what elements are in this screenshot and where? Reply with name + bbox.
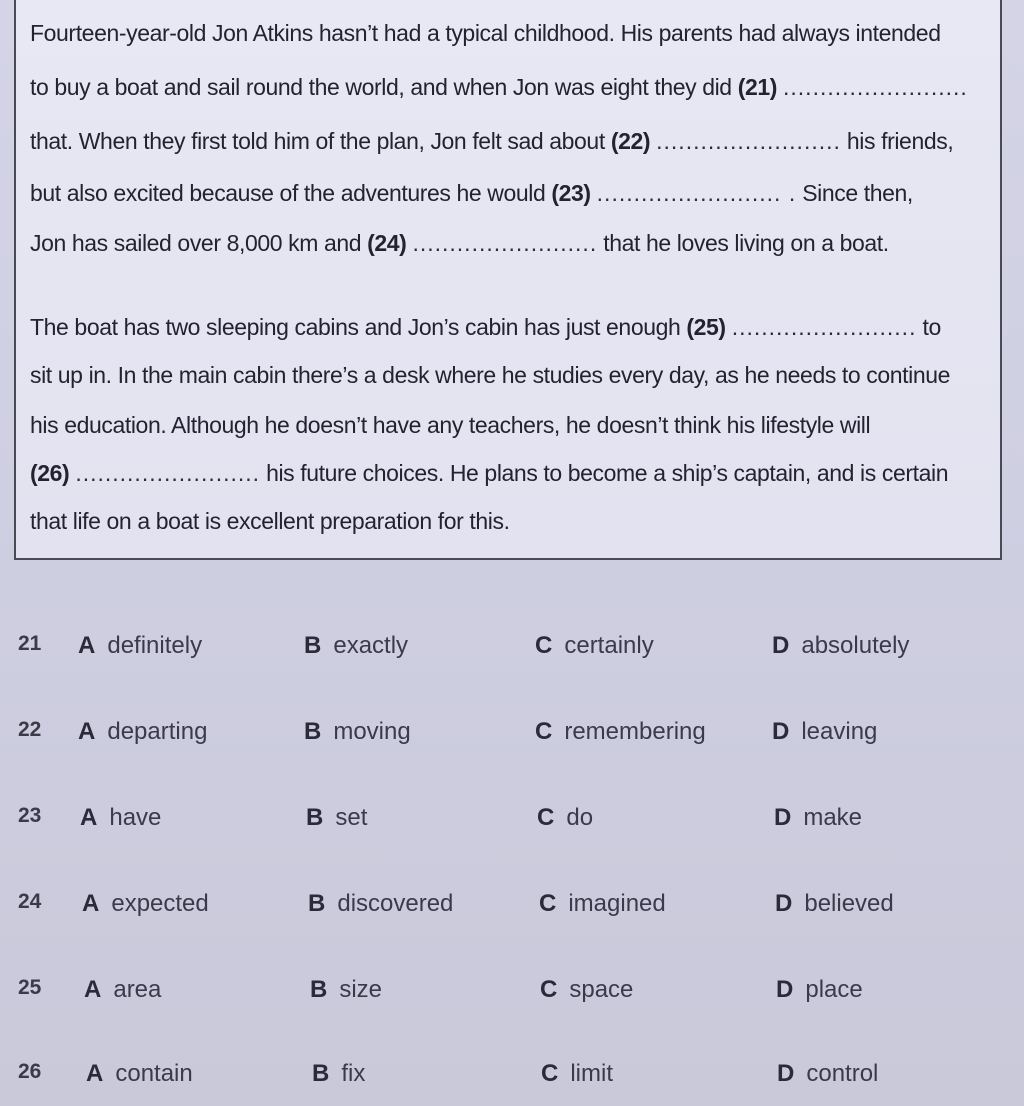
passage-text: Fourteen-year-old Jon Atkins hasn’t had a typical childhood. His parents had always intended	[30, 20, 941, 46]
gap-dots: .........................	[731, 314, 917, 340]
gap-dots: .........................	[75, 460, 261, 486]
passage-text: his education. Although he doesn’t have any teachers, he doesn’t think his lifestyle will	[30, 412, 871, 438]
question-number: 24	[18, 890, 42, 913]
passage-text: Jon has sailed over 8,000 km and	[30, 230, 362, 256]
option-b[interactable]: B size	[310, 976, 383, 1003]
option-a[interactable]: A area	[84, 976, 162, 1003]
passage-text: that life on a boat is excellent preparation for this.	[30, 508, 510, 534]
gap-number: (25)	[686, 314, 726, 340]
question-row-25	[0, 976, 1024, 1016]
question-number: 26	[18, 1060, 42, 1083]
option-c[interactable]: C limit	[541, 1060, 613, 1087]
question-number: 23	[18, 804, 42, 827]
question-number: 22	[18, 718, 42, 741]
passage-text: The boat has two sleeping cabins and Jon’s cabin has just enough	[30, 314, 681, 340]
option-a[interactable]: A definitely	[78, 632, 203, 659]
option-d[interactable]: D make	[774, 804, 863, 831]
passage-line	[30, 178, 980, 208]
option-c[interactable]: C space	[540, 976, 634, 1003]
option-d[interactable]: D believed	[775, 890, 894, 917]
gap-dots: .........................	[656, 128, 841, 154]
passage-box	[14, 0, 1002, 560]
option-d[interactable]: D absolutely	[772, 632, 910, 659]
question-row-24	[0, 890, 1024, 930]
passage-text: but also excited because of the adventures he would	[30, 180, 546, 206]
gap-number: (21)	[737, 74, 778, 100]
option-b[interactable]: B exactly	[304, 632, 409, 659]
passage-text: that he loves living on a boat.	[603, 230, 889, 256]
passage-text: his friends,	[846, 128, 954, 154]
passage-text: sit up in. In the main cabin there’s a desk where he studies every day, as he needs to continue	[30, 362, 951, 388]
question-number: 25	[18, 976, 42, 999]
gap-number: (22)	[610, 128, 651, 154]
option-a[interactable]: A contain	[86, 1060, 193, 1087]
option-b[interactable]: B discovered	[308, 890, 454, 917]
option-b[interactable]: B moving	[304, 718, 411, 745]
passage-text: to buy a boat and sail round the world, and when Jon was eight they did	[30, 74, 732, 100]
option-d[interactable]: D control	[777, 1060, 879, 1087]
question-row-23	[0, 804, 1024, 844]
option-b[interactable]: B set	[306, 804, 368, 831]
gap-dots: ......................... .	[596, 180, 797, 206]
passage-line	[30, 506, 980, 536]
passage-line	[30, 228, 980, 258]
gap-dots: .........................	[783, 74, 968, 100]
option-c[interactable]: C imagined	[539, 890, 666, 917]
passage-text: that. When they first told him of the plan, Jon felt sad about	[30, 128, 605, 154]
passage-line	[30, 312, 980, 342]
option-b[interactable]: B fix	[312, 1060, 366, 1087]
passage-line	[30, 360, 980, 390]
passage-line	[30, 72, 980, 102]
gap-number: (23)	[551, 180, 591, 206]
passage-line	[30, 410, 980, 440]
option-d[interactable]: D place	[776, 976, 863, 1003]
gap-number: (26)	[30, 460, 70, 486]
option-c[interactable]: C do	[537, 804, 594, 831]
passage-text: his future choices. He plans to become a ship’s captain, and is certain	[266, 460, 949, 486]
option-d[interactable]: D leaving	[772, 718, 878, 745]
question-row-22	[0, 718, 1024, 758]
question-row-21	[0, 632, 1024, 672]
option-c[interactable]: C remembering	[535, 718, 706, 745]
passage-text: Since then,	[802, 180, 913, 206]
gap-number: (24)	[367, 230, 407, 256]
option-c[interactable]: C certainly	[535, 632, 654, 659]
question-row-26	[0, 1060, 1024, 1100]
passage-text: to	[922, 314, 941, 340]
option-a[interactable]: A have	[80, 804, 162, 831]
passage-line	[30, 126, 980, 156]
passage-line	[30, 458, 980, 488]
question-number: 21	[18, 632, 42, 655]
passage-line	[30, 18, 980, 48]
option-a[interactable]: A expected	[82, 890, 209, 917]
option-a[interactable]: A departing	[78, 718, 208, 745]
gap-dots: .........................	[412, 230, 598, 256]
